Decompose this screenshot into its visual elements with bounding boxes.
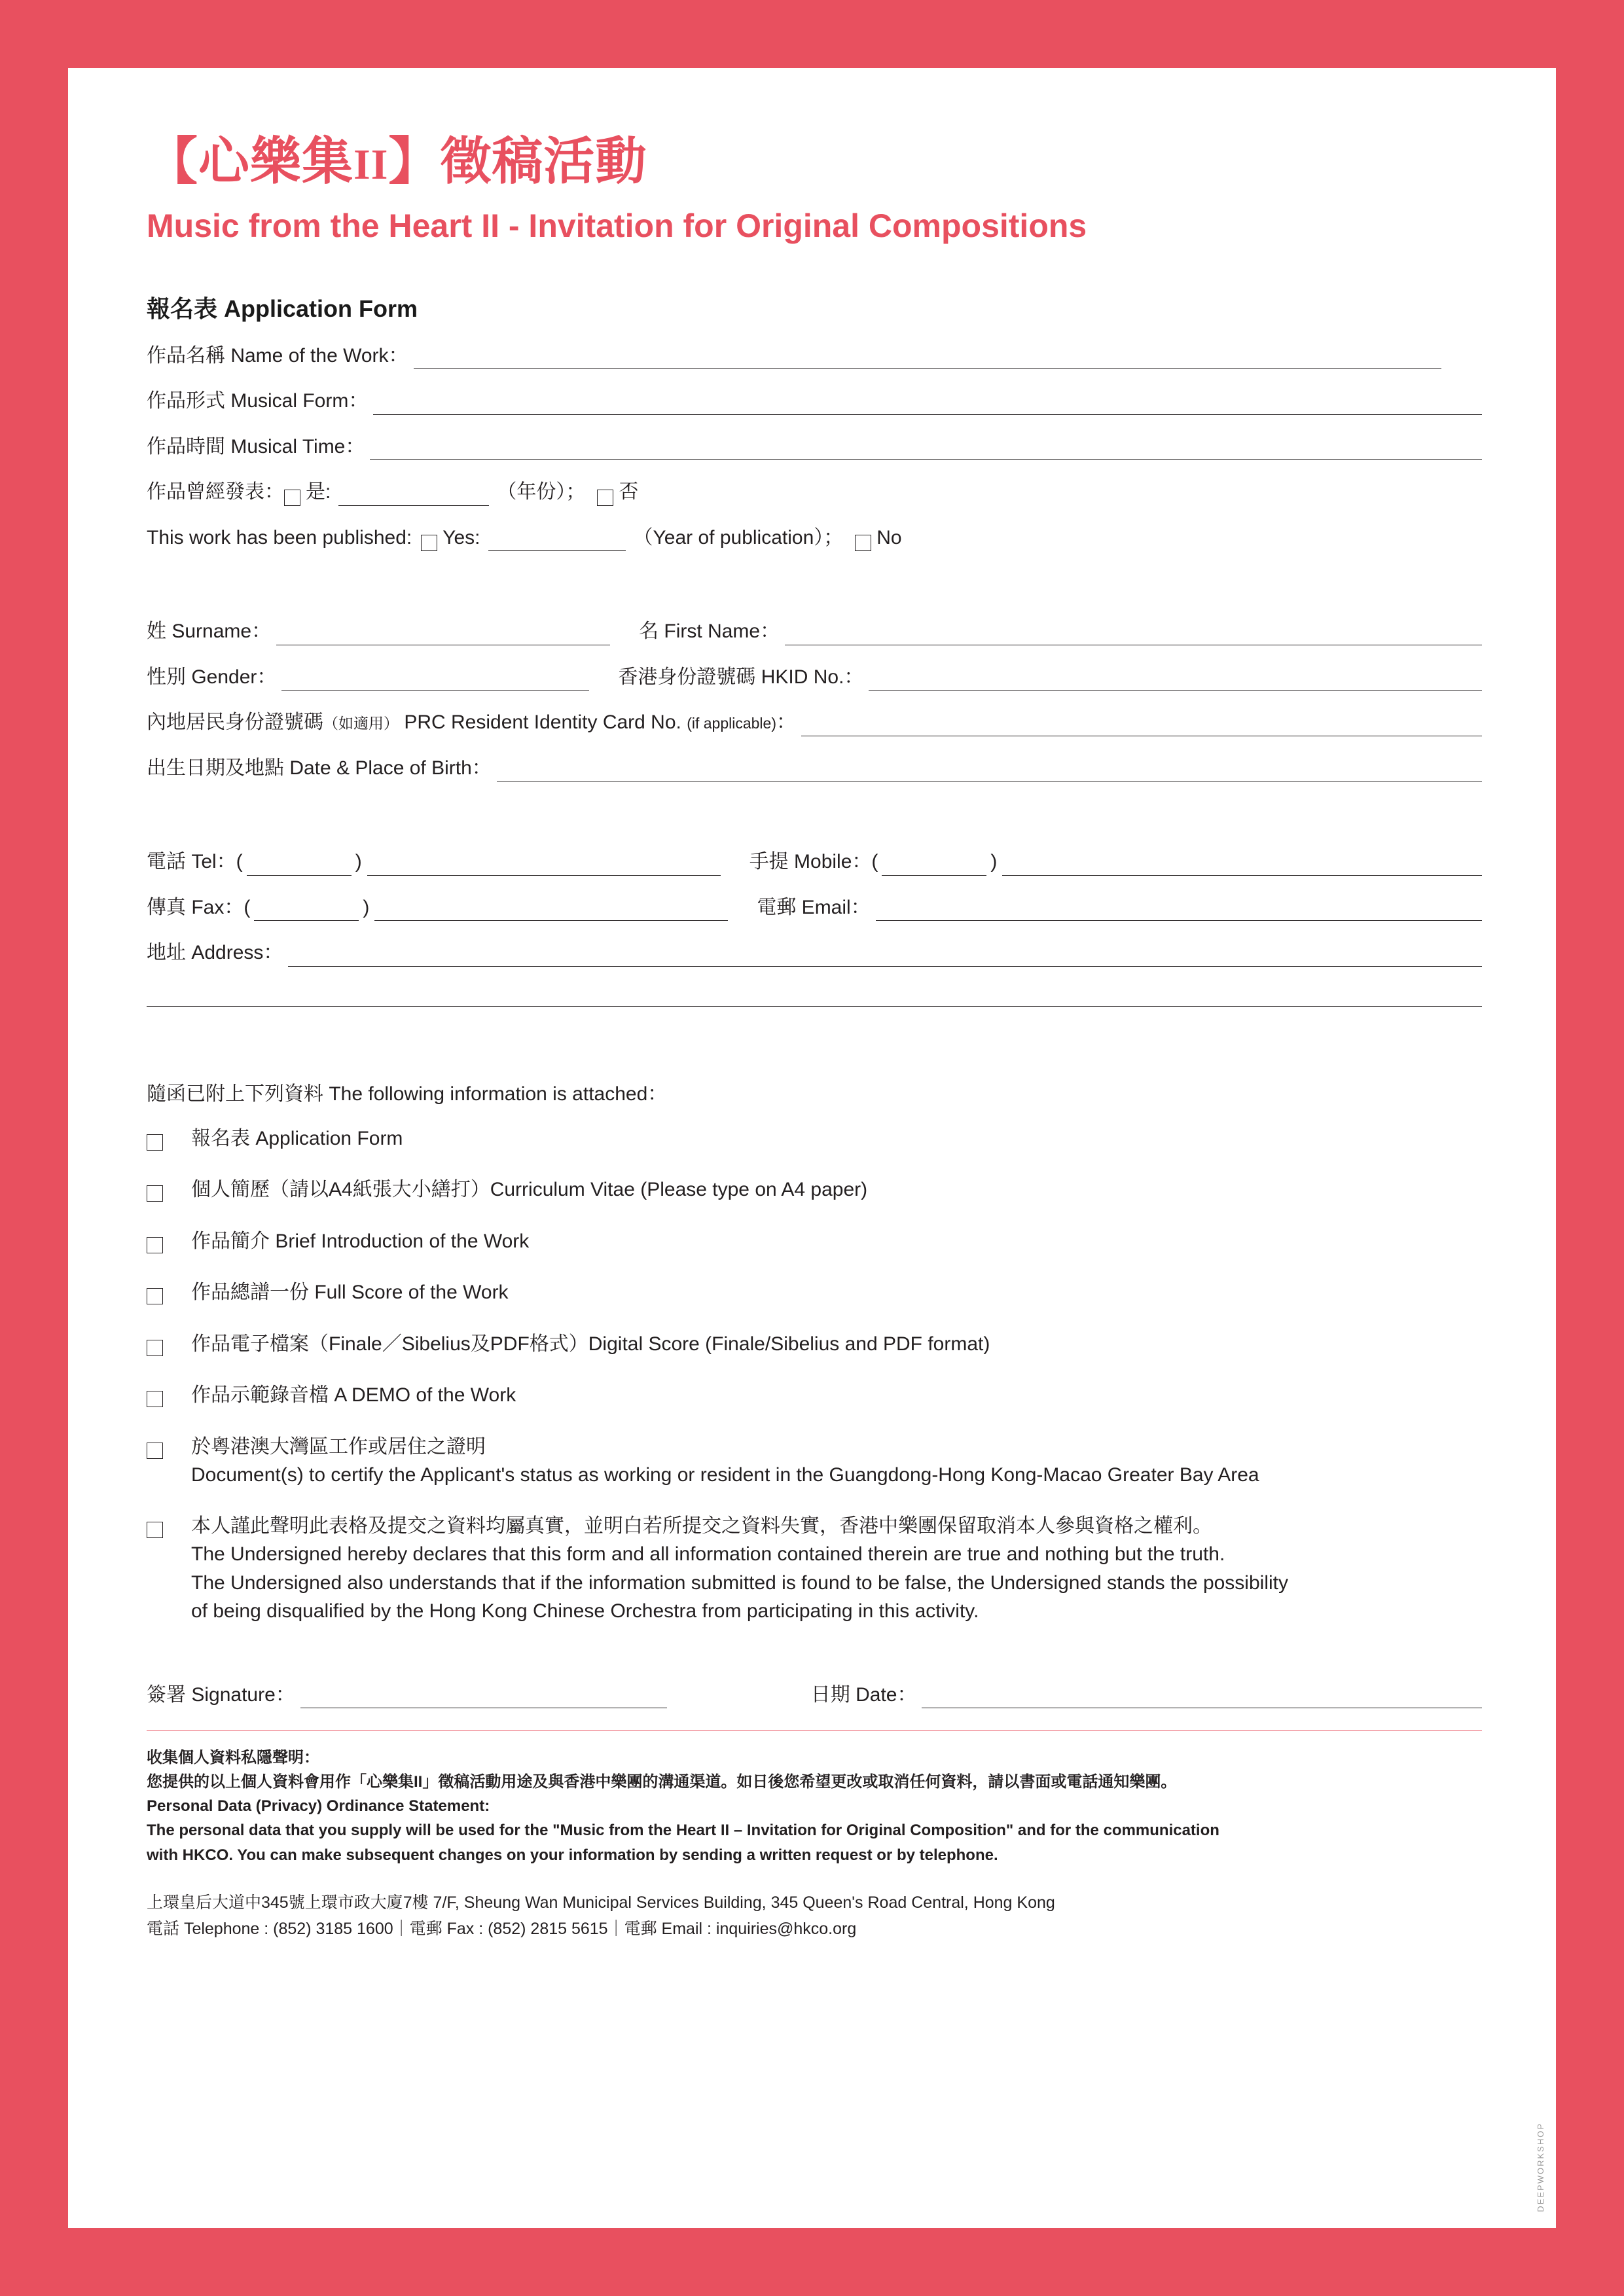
- checkbox-attachment-greater-bay[interactable]: [147, 1443, 163, 1459]
- input-tel[interactable]: [367, 855, 721, 876]
- label-dob: 出生日期及地點 Date & Place of Birth：: [147, 757, 492, 779]
- attachments-heading: 隨函已附上下列資料 The following information is attached：: [147, 1083, 668, 1105]
- attachment-label-2: 作品簡介 Brief Introduction of the Work: [191, 1230, 530, 1252]
- section-title-application-form: 報名表 Application Form: [147, 295, 418, 322]
- label-fax-paren: ): [363, 896, 370, 918]
- declaration-cn: 本人謹此聲明此表格及提交之資料均屬真實，並明白若所提交之資料失實，香港中樂團保留取消本人參與資格之權利。: [191, 1515, 1212, 1537]
- footer-contact-block: [147, 1890, 1482, 1942]
- input-publication-year-en[interactable]: [488, 533, 626, 551]
- privacy-body-en-line1: The personal data that you supply will be used for the "Music from the Heart II – Invitation for Original Composition" and for the communication: [147, 1821, 1219, 1840]
- input-first-name[interactable]: [785, 625, 1482, 645]
- field-row-published-chinese: [147, 480, 1482, 506]
- form-content: [147, 68, 1482, 1942]
- input-email[interactable]: [876, 901, 1482, 921]
- list-item: [147, 1175, 1482, 1209]
- input-fax[interactable]: [374, 901, 728, 921]
- field-row-published-english: [147, 526, 1482, 552]
- list-item: [147, 1227, 1482, 1261]
- greater-bay-label-cn: 於粵港澳大灣區工作或居住之證明: [191, 1435, 486, 1458]
- label-tel-paren: ): [355, 851, 362, 873]
- input-date[interactable]: [922, 1688, 1482, 1708]
- list-item: [147, 1278, 1482, 1312]
- label-published-yes-cn: 是:: [306, 481, 331, 503]
- attachment-label-5: 作品示範錄音檔 A DEMO of the Work: [191, 1384, 516, 1407]
- attachment-label-0: 報名表 Application Form: [191, 1127, 403, 1149]
- attachment-label-1: 個人簡歷（請以A4紙張大小繕打）Curriculum Vitae (Please type on A4 paper): [191, 1179, 868, 1201]
- input-hkid[interactable]: [869, 670, 1482, 691]
- checkbox-attachment-0[interactable]: [147, 1134, 163, 1151]
- input-musical-form[interactable]: [373, 395, 1482, 415]
- privacy-statement: [147, 1746, 1482, 1867]
- input-address-line1[interactable]: [288, 946, 1482, 967]
- field-row-signature-date: [147, 1678, 1482, 1708]
- label-published-no-en: No: [876, 526, 902, 548]
- title-cn-post: 】徵稿活動: [388, 132, 647, 190]
- list-item: [147, 1381, 1482, 1414]
- input-musical-time[interactable]: [370, 440, 1482, 460]
- field-row-musical-time: [147, 435, 1482, 461]
- form-page: [68, 68, 1556, 2228]
- input-mobile[interactable]: [1002, 855, 1482, 876]
- input-signature[interactable]: [300, 1688, 667, 1708]
- label-hkid: 香港身份證號碼 HKID No.：: [618, 666, 864, 688]
- footer-address: 上環皇后大道中345號上環市政大廈7樓 7/F, Sheung Wan Municipal Services Building, 345 Queen's Road Central, Hong Kong: [147, 1893, 1055, 1912]
- label-publication-year-en: （Year of publication）；: [633, 526, 844, 548]
- label-published-yes-en: Yes:: [442, 526, 480, 548]
- label-mobile-paren: ): [990, 851, 998, 873]
- declaration-en-line3: of being disqualified by the Hong Kong Chinese Orchestra from participating in this activity.: [191, 1600, 979, 1623]
- label-email: 電郵 Email：: [757, 896, 871, 918]
- input-work-name[interactable]: [414, 349, 1441, 369]
- label-mobile: 手提 Mobile：(: [749, 851, 878, 873]
- field-row-fax-email: [147, 895, 1482, 922]
- input-mobile-area[interactable]: [882, 858, 986, 876]
- label-address: 地址 Address：: [147, 942, 283, 964]
- input-gender[interactable]: [281, 670, 589, 691]
- label-prc-id: 內地居民身份證號碼（如適用） PRC Resident Identity Card No. (if applicable)：: [147, 711, 796, 734]
- checkbox-published-no-en[interactable]: [855, 535, 871, 551]
- attachment-label-4: 作品電子檔案（Finale／Sibelius及PDF格式）Digital Score (Finale/Sibelius and PDF format): [191, 1333, 990, 1355]
- label-musical-form: 作品形式 Musical Form：: [147, 390, 369, 412]
- privacy-body-en-line2: with HKCO. You can make subsequent changes on your information by sending a written request or by telephone.: [147, 1846, 998, 1864]
- input-fax-area[interactable]: [254, 903, 359, 921]
- checkbox-published-yes-cn[interactable]: [284, 490, 300, 506]
- page-title-chinese: [147, 134, 1482, 190]
- label-publication-year-cn: （年份）；: [497, 481, 586, 503]
- input-address-line2[interactable]: [147, 986, 1482, 1007]
- list-item-declaration: [147, 1512, 1482, 1626]
- label-published-no-cn: 否: [619, 481, 639, 503]
- greater-bay-label-en: Document(s) to certify the Applicant's status as working or resident in the Guangdong-Hong Kong-Macao Greater Bay Area: [191, 1464, 1259, 1486]
- checkbox-attachment-4[interactable]: [147, 1340, 163, 1356]
- label-signature: 簽署 Signature：: [147, 1683, 295, 1706]
- list-item: [147, 1330, 1482, 1363]
- checkbox-declaration[interactable]: [147, 1522, 163, 1538]
- label-prc-id-cn-note: （如適用）: [323, 715, 399, 732]
- designer-credit: DEEPWORKSHOP: [1536, 2123, 1545, 2212]
- field-row-musical-form: [147, 389, 1482, 415]
- label-first-name: 名 First Name：: [639, 620, 780, 643]
- label-published-en: This work has been published:: [147, 526, 412, 548]
- privacy-heading-en: Personal Data (Privacy) Ordinance Statement:: [147, 1797, 490, 1816]
- label-tel: 電話 Tel：(: [147, 851, 243, 873]
- declaration-en-line2: The Undersigned also understands that if the information submitted is found to be false, the Undersigned stands the possibility: [191, 1571, 1288, 1594]
- field-row-work-name: [147, 344, 1482, 370]
- checkbox-attachment-2[interactable]: [147, 1237, 163, 1253]
- field-row-tel-mobile: [147, 850, 1482, 876]
- input-tel-area[interactable]: [247, 858, 352, 876]
- declaration-en-line1: The Undersigned hereby declares that this form and all information contained therein are true and nothing but the truth.: [191, 1543, 1225, 1566]
- field-row-prc-id: [147, 710, 1482, 736]
- privacy-heading-cn: 收集個人資料私隱聲明：: [147, 1748, 319, 1767]
- footer-contact: 電話 Telephone : (852) 3185 1600｜電郵 Fax : (852) 2815 5615｜電郵 Email : inquiries@hkco.org: [147, 1919, 857, 1938]
- checkbox-attachment-1[interactable]: [147, 1185, 163, 1202]
- checkbox-published-yes-en[interactable]: [421, 535, 437, 551]
- input-publication-year-cn[interactable]: [338, 488, 489, 506]
- label-surname: 姓 Surname：: [147, 620, 272, 643]
- attachment-label-3: 作品總譜一份 Full Score of the Work: [191, 1282, 509, 1304]
- field-row-dob: [147, 756, 1482, 782]
- input-prc-id[interactable]: [801, 716, 1482, 736]
- field-row-gender-hkid: [147, 665, 1482, 691]
- page-title-english: Music from the Heart II - Invitation for Original Compositions: [147, 207, 1087, 244]
- label-date: 日期 Date：: [810, 1683, 917, 1706]
- label-musical-time: 作品時間 Musical Time：: [147, 435, 365, 457]
- title-cn-pre: 【心樂集: [147, 132, 354, 190]
- checkbox-attachment-3[interactable]: [147, 1288, 163, 1304]
- list-item: [147, 1124, 1482, 1158]
- input-dob[interactable]: [497, 761, 1482, 781]
- privacy-body-cn: 您提供的以上個人資料會用作「心樂集II」徵稿活動用途及與香港中樂團的溝通渠道。如日後您希望更改或取消任何資料，請以書面或電話通知樂團。: [147, 1772, 1177, 1791]
- label-work-name: 作品名稱 Name of the Work：: [147, 344, 408, 367]
- field-row-address-line2: [147, 986, 1482, 1007]
- checkbox-published-no-cn[interactable]: [597, 490, 613, 506]
- label-gender: 性別 Gender：: [147, 666, 277, 688]
- field-row-address: [147, 941, 1482, 967]
- checkbox-attachment-5[interactable]: [147, 1391, 163, 1407]
- list-item-greater-bay: [147, 1433, 1482, 1490]
- input-surname[interactable]: [276, 625, 610, 645]
- label-published-cn: 作品曾經發表：: [147, 481, 284, 503]
- title-cn-roman: II: [353, 141, 389, 188]
- field-row-name: [147, 619, 1482, 645]
- label-prc-id-en-note: (if applicable): [687, 715, 776, 732]
- label-fax: 傳真 Fax：(: [147, 896, 251, 918]
